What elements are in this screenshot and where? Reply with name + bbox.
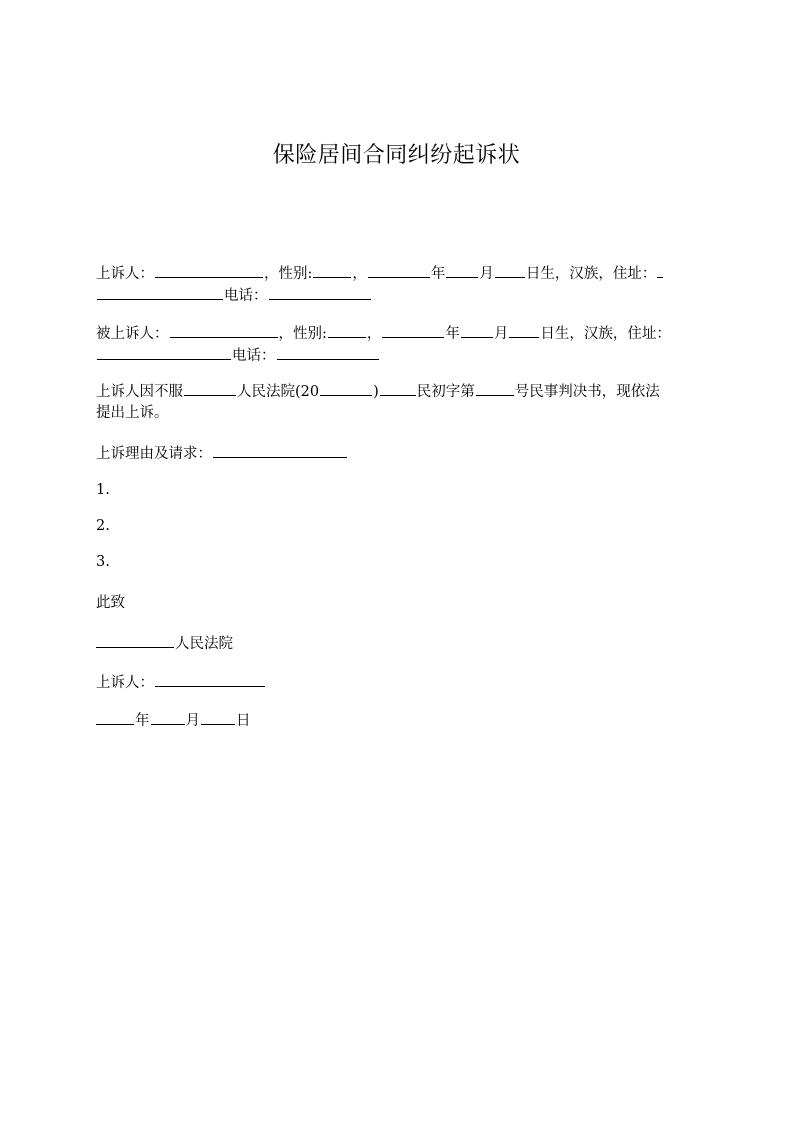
appellee-line-2 — [96, 344, 708, 367]
appellee-birth-month-field[interactable] — [461, 322, 493, 338]
signature-field[interactable] — [155, 671, 265, 687]
appellant-birth-year-field[interactable] — [368, 262, 430, 278]
year-label: 年 — [445, 326, 460, 342]
date-year-field[interactable] — [96, 709, 134, 725]
appellant-line-2 — [96, 284, 708, 307]
date-month-field[interactable] — [151, 709, 185, 725]
month-label: 月 — [493, 326, 509, 342]
appellant-birth-day-field[interactable] — [495, 262, 525, 278]
case-number-field[interactable] — [476, 380, 514, 396]
reasons-line — [96, 442, 708, 465]
appellee-label: 被上诉人： — [96, 326, 169, 342]
appellee-birth-year-field[interactable] — [382, 322, 444, 338]
appellant-line-1 — [96, 262, 708, 285]
reason-item-1: 1. — [96, 482, 110, 498]
addressed-court-line — [96, 632, 708, 655]
appellant-address-field[interactable] — [97, 284, 223, 300]
appeal-text: ) — [373, 384, 379, 400]
appellee-gender-field[interactable] — [328, 322, 366, 338]
gender-label: ，性别: — [264, 266, 313, 282]
court-label: 人民法院 — [175, 636, 233, 652]
reason-item-2: 2. — [96, 518, 110, 534]
signature-line — [96, 671, 708, 694]
appeal-text: 人民法院(20 — [237, 384, 320, 400]
appellant-label: 上诉人： — [96, 266, 154, 282]
date-year-label: 年 — [135, 713, 150, 729]
document-title: 保险居间合同纠纷起诉状 — [272, 143, 521, 168]
comma: ， — [352, 266, 367, 282]
phone-label: 电话： — [232, 348, 276, 364]
appellee-phone-field[interactable] — [277, 344, 379, 360]
salutation: 此致 — [96, 595, 125, 611]
birth-ethnic-address-label: 日生，汉族，住址： — [525, 266, 657, 282]
date-day-label: 日 — [236, 713, 251, 729]
reason-item-3: 3. — [96, 554, 110, 570]
appellee-line-1 — [96, 322, 708, 345]
signature-label: 上诉人： — [96, 675, 154, 691]
phone-label: 电话： — [224, 288, 268, 304]
birth-ethnic-address-label: 日生，汉族，住址： — [540, 326, 671, 342]
appellee-birth-day-field[interactable] — [509, 322, 539, 338]
appeal-text: 号民事判决书，现依法 — [514, 384, 660, 400]
date-line — [96, 709, 708, 732]
date-month-label: 月 — [185, 713, 200, 729]
comma: ， — [366, 326, 382, 342]
appellant-address-field-start[interactable] — [657, 262, 663, 278]
appellant-name-field[interactable] — [155, 262, 263, 278]
appellee-name-field[interactable] — [170, 322, 278, 338]
court-name-field[interactable] — [184, 380, 236, 396]
addressed-court-field[interactable] — [96, 632, 174, 648]
date-day-field[interactable] — [201, 709, 235, 725]
case-court-code-field[interactable] — [380, 380, 416, 396]
appeal-statement-line-1 — [96, 380, 708, 403]
appellant-gender-field[interactable] — [313, 262, 351, 278]
appellant-birth-month-field[interactable] — [446, 262, 478, 278]
reasons-field[interactable] — [213, 442, 347, 458]
appeal-text: 民初字第 — [416, 384, 475, 400]
year-label: 年 — [430, 266, 446, 282]
appeal-text: 提出上诉。 — [96, 405, 169, 421]
case-year-field[interactable] — [320, 380, 372, 396]
month-label: 月 — [479, 266, 494, 282]
appellant-phone-field[interactable] — [269, 284, 371, 300]
gender-label: ，性别: — [278, 326, 327, 342]
appeal-text: 上诉人因不服 — [96, 384, 183, 400]
appeal-statement-line-2 — [96, 402, 708, 424]
reasons-label: 上诉理由及请求： — [96, 446, 212, 462]
appellee-address-field[interactable] — [97, 344, 231, 360]
